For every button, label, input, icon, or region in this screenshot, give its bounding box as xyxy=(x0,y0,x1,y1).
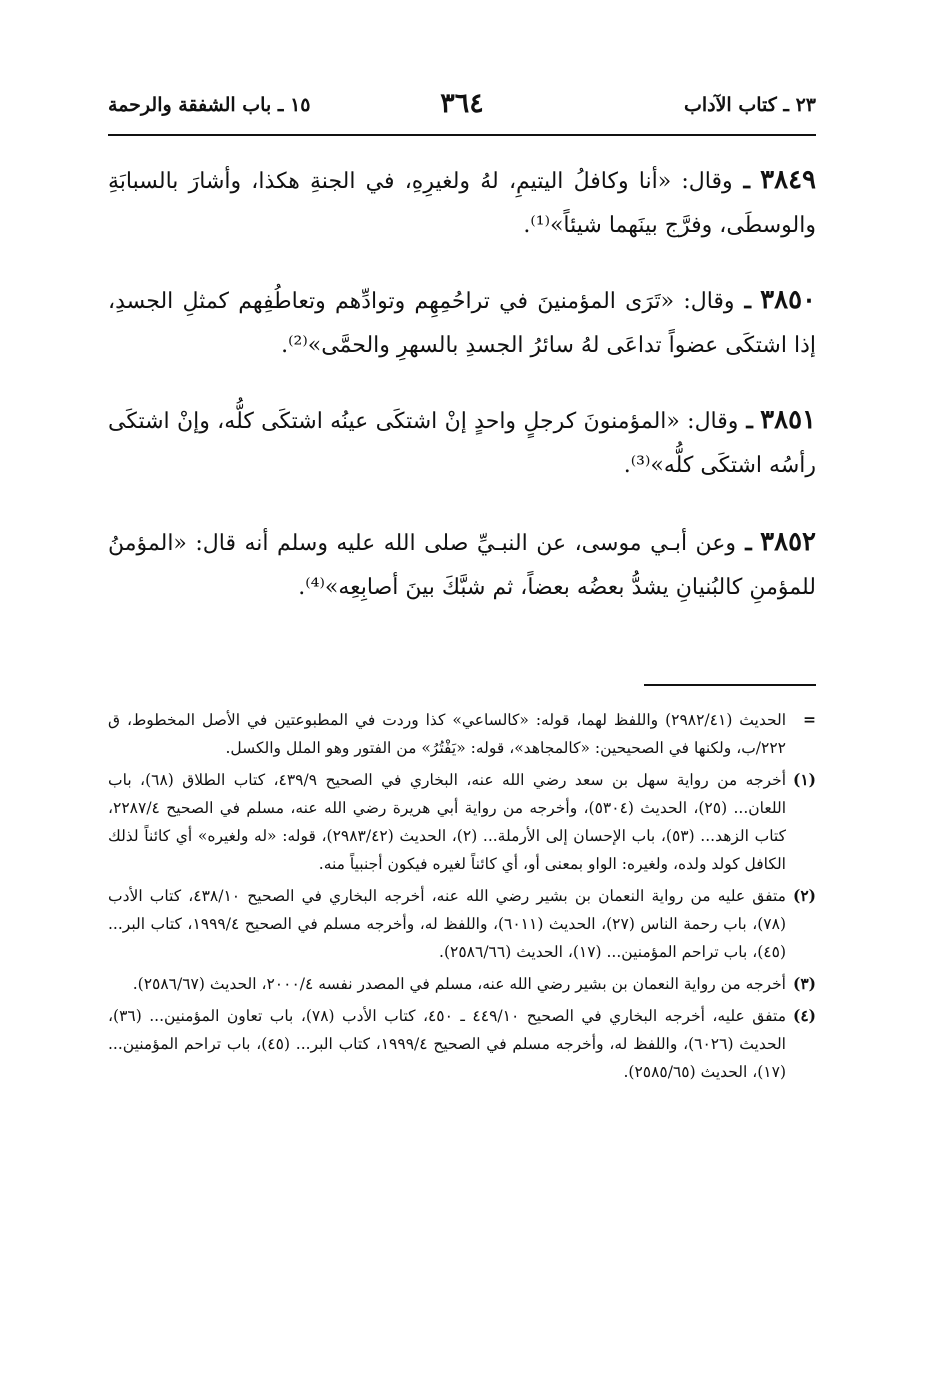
hadith-text: وعن أبـي موسى، عن النبـيِّ صلى الله عليه وسلم أنه قال: «المؤمنُ للمؤمنِ كالبُنيانِ يشدُّ بعضُه بعضاً، ثم شبَّكَ بينَ أصابِعِه»⁽⁴⁾. xyxy=(108,531,816,600)
footnote xyxy=(108,970,816,998)
hadith-text: وقال: «تَرَى المؤمنينَ في تراحُمِهِم وتوادِّهم وتعاطُفِهم كمثلِ الجسدِ، إذا اشتكَى عضواً تداعَى لهُ سائرُ الجسدِ بالسهرِ والحمَّى»⁽²⁾. xyxy=(108,289,816,358)
footnote xyxy=(108,882,816,966)
footnote-text: أخرجه من رواية النعمان بن بشير رضي الله عنه، مسلم في المصدر نفسه ٢٠٠٠/٤، الحديث (٢٥٨٦/٦٧). xyxy=(132,975,786,993)
hadith-number: ٣٨٥١ xyxy=(760,405,816,435)
header-rule xyxy=(108,134,816,136)
hadith-text: وقال: «أنا وكافلُ اليتيمِ، لهُ ولغيرِهِ، في الجنةِ هكذا، وأشارَ بالسبابَةِ والوسطَى، وفرَّج بينَهما شيئاً»⁽¹⁾. xyxy=(108,169,816,238)
hadith-paragraph xyxy=(108,520,816,610)
book-title: ٢٣ ـ كتاب الآداب xyxy=(683,94,816,116)
footnote-marker: (١) xyxy=(792,770,816,789)
footnote xyxy=(108,766,816,878)
chapter-title: ١٥ ـ باب الشفقة والرحمة xyxy=(108,94,311,116)
footnote-text: متفق عليه من رواية النعمان بن بشير رضي الله عنه، أخرجه البخاري في الصحيح ٤٣٨/١٠، كتاب الأدب (٧٨)، باب رحمة الناس (٢٧)، الحديث (٦٠١١)، واللفظ له، وأخرجه مسلم في الصحيح ١٩٩٩/٤، كتاب البر... (٤٥)، باب تراحم المؤمنين... (١٧)، الحديث (٢٥٨٦/٦٦). xyxy=(108,887,786,961)
hadith-dash: ـ xyxy=(732,168,750,194)
hadith-paragraph xyxy=(108,158,816,248)
footnote-marker: (٤) xyxy=(792,1006,816,1025)
footnote-text: الحديث (٢٩٨٢/٤١) واللفظ لهما، قوله: «كالساعي» كذا وردت في المطبوعتين في الأصل المخطوط، ق ٢٢٢/ب، ولكنها في الصحيحين: «كالمجاهد»، قوله: «يَفْتُرُ» من الفتور وهو الملل والكسل. xyxy=(108,711,787,757)
hadith-number: ٣٨٥٢ xyxy=(760,527,816,557)
hadith-text: وقال: «المؤمنونَ كرجلٍ واحدٍ إنْ اشتكَى عينُه اشتكَى كلُّه، وإنْ اشتكَى رأسُه اشتكَى كلُّه»⁽³⁾. xyxy=(108,409,816,478)
footnote-text: متفق عليه، أخرجه البخاري في الصحيح ٤٤٩/١٠ ـ ٤٥٠، كتاب الأدب (٧٨)، باب تعاون المؤمنين... (٣٦)، الحديث (٦٠٢٦)، واللفظ له، وأخرجه مسلم في الصحيح ١٩٩٩/٤، كتاب البر... (٤٥)، باب تراحم المؤمنين... (١٧)، الحديث (٢٥٨٥/٦٥). xyxy=(108,1007,786,1081)
footnote-marker: (٢) xyxy=(792,886,816,905)
page-number: ٣٦٤ xyxy=(440,88,484,119)
hadith-number: ٣٨٤٩ xyxy=(760,165,816,195)
hadith-paragraph xyxy=(108,278,816,368)
hadith-number: ٣٨٥٠ xyxy=(760,285,816,315)
hadith-dash: ـ xyxy=(738,408,753,434)
footnote-text: أخرجه من رواية سهل بن سعد رضي الله عنه، البخاري في الصحيح ٤٣٩/٩، كتاب الطلاق (٦٨)، باب اللعان... (٢٥)، الحديث (٥٣٠٤)، وأخرجه من رواية أبي هريرة رضي الله عنه، مسلم في الصحيح ٢٢٨٧/٤، كتاب الزهد... (٥٣)، باب الإحسان إلى الأرملة... (٢)، الحديث (٢٩٨٣/٤٢)، قوله: «له ولغيره» أي كائناً لذلك الكافل كولد ولده، ولغيره: الواو بمعنى أو، أي كائناً لغيره فيكون أجنبياً منه. xyxy=(108,771,787,873)
running-header xyxy=(108,88,816,128)
footnote-marker: = xyxy=(803,710,816,729)
hadith-dash: ـ xyxy=(734,288,751,314)
hadith-dash: ـ xyxy=(736,530,752,556)
footnote-marker: (٣) xyxy=(792,974,816,993)
footnotes xyxy=(108,706,816,1090)
footnote-separator xyxy=(644,684,816,686)
footnote xyxy=(108,1002,816,1086)
hadith-paragraph xyxy=(108,398,816,488)
footnote xyxy=(108,706,816,762)
